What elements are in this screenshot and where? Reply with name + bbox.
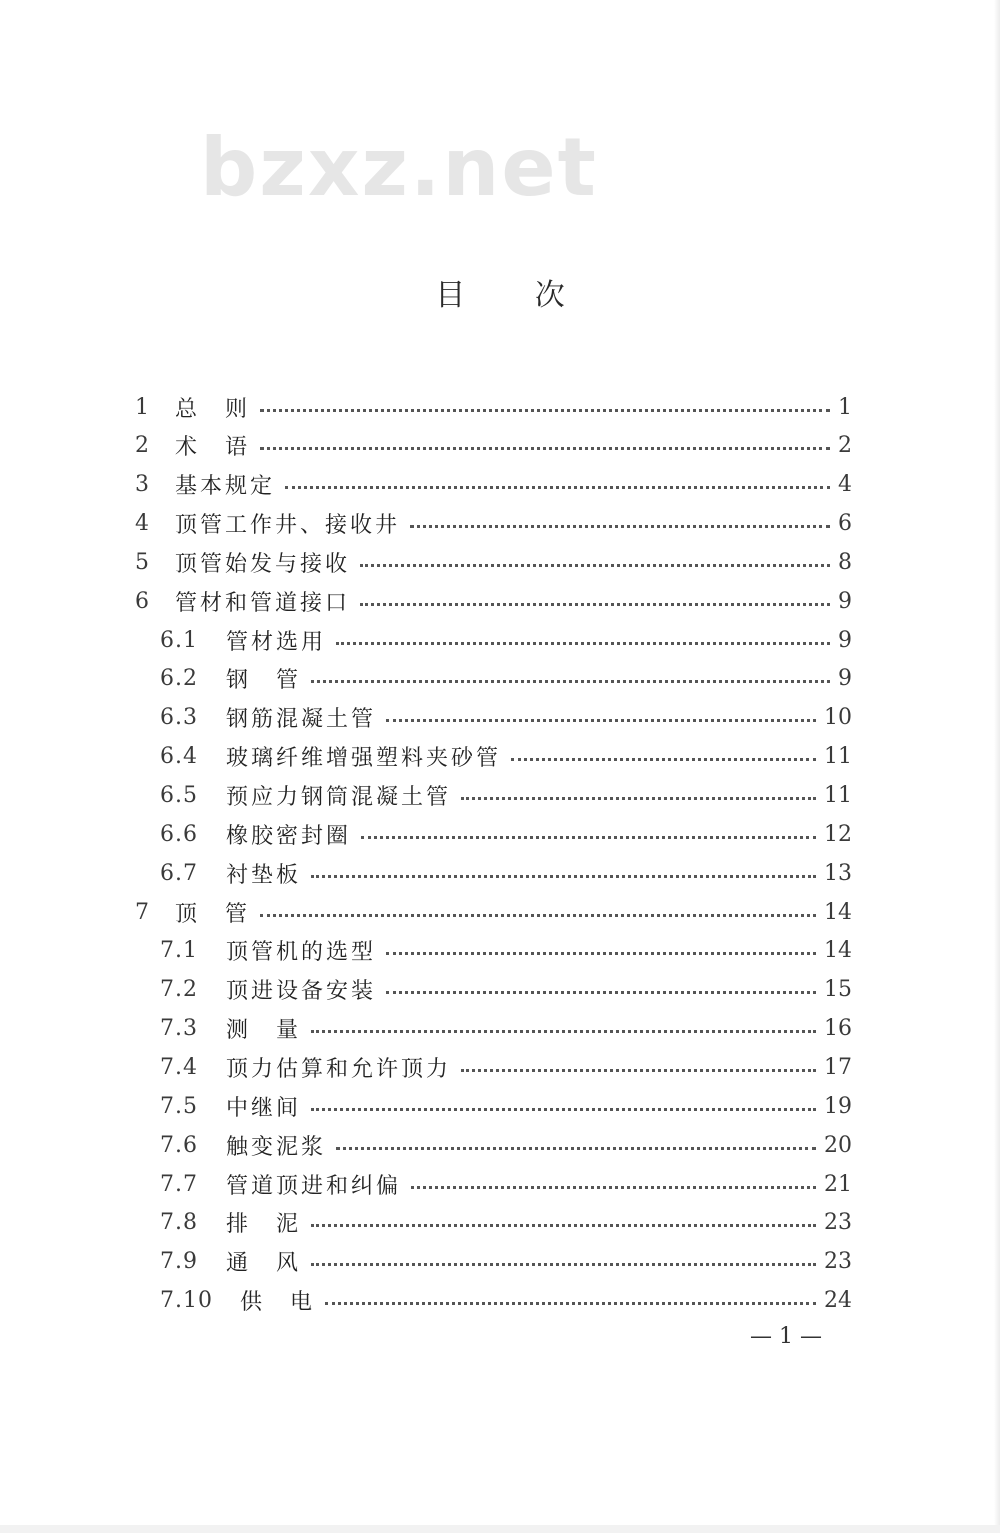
toc-entry-number: 5 — [135, 549, 150, 575]
toc-leader-dots — [336, 620, 830, 645]
toc-entry[interactable] — [135, 388, 852, 426]
toc-entry[interactable] — [160, 738, 852, 776]
toc-leader-dots — [386, 969, 816, 994]
toc-entry-number: 7.7 — [160, 1171, 198, 1197]
toc-leader-dots — [260, 892, 816, 917]
toc-entry[interactable] — [160, 1126, 852, 1164]
toc-entry-label: 顶 管 — [175, 901, 251, 927]
toc-entry-number: 7.4 — [160, 1054, 198, 1080]
toc-leader-dots — [311, 1008, 816, 1033]
toc-entry-label: 触变泥浆 — [226, 1134, 327, 1160]
toc-entry-label: 顶进设备安装 — [226, 979, 377, 1005]
toc-entry[interactable] — [160, 660, 852, 698]
toc-entry[interactable] — [160, 971, 852, 1009]
toc-entry-page: 11 — [824, 744, 852, 770]
toc-entry-label: 顶管工作井、接收井 — [175, 513, 401, 539]
toc-entry[interactable] — [160, 777, 852, 815]
toc-entry-label: 术 语 — [175, 435, 251, 461]
toc-entry-label: 测 量 — [226, 1018, 302, 1044]
toc-entry[interactable] — [135, 543, 852, 581]
toc-entry-label: 总 则 — [175, 396, 251, 422]
watermark-text: bzxz.net — [200, 121, 598, 214]
toc-entry-page: 23 — [824, 1249, 852, 1275]
toc-entry-label: 橡胶密封圈 — [226, 823, 352, 849]
toc-leader-dots — [511, 736, 816, 761]
toc-entry[interactable] — [160, 1087, 852, 1125]
toc-entry-page: 14 — [824, 938, 852, 964]
toc-entry-label: 通 风 — [226, 1251, 302, 1277]
toc-entry-page: 2 — [838, 433, 852, 459]
toc-entry-number: 7.10 — [160, 1288, 213, 1314]
toc-leader-dots — [411, 1164, 816, 1189]
toc-entry[interactable] — [135, 466, 852, 504]
toc-entry[interactable] — [160, 854, 852, 892]
toc-entry-label: 玻璃纤维增强塑料夹砂管 — [226, 746, 502, 772]
toc-leader-dots — [386, 697, 816, 722]
toc-entry-page: 1 — [838, 394, 852, 420]
page-number: — 1 — — [750, 1324, 822, 1349]
toc-leader-dots — [410, 503, 830, 528]
toc-entry-page: 19 — [824, 1093, 852, 1119]
toc-entry-number: 7.9 — [160, 1249, 198, 1275]
toc-leader-dots — [325, 1280, 816, 1305]
toc-entry-number: 6.4 — [160, 744, 198, 770]
toc-leader-dots — [311, 1086, 816, 1111]
toc-entry-number: 7.8 — [160, 1210, 198, 1236]
toc-leader-dots — [285, 464, 830, 489]
toc-leader-dots — [386, 930, 816, 955]
toc-entry-page: 12 — [824, 821, 852, 847]
toc-entry-page: 14 — [824, 899, 852, 925]
toc-entry-page: 13 — [824, 860, 852, 886]
toc-entry-number: 6.5 — [160, 783, 198, 808]
toc-entry-page: 20 — [824, 1132, 852, 1158]
toc-entry[interactable] — [160, 1204, 852, 1242]
toc-entry-page: 4 — [838, 472, 852, 498]
toc-leader-dots — [361, 814, 816, 839]
toc-entry[interactable] — [160, 1048, 852, 1086]
toc-leader-dots — [311, 658, 830, 683]
toc-leader-dots — [360, 581, 830, 606]
toc-leader-dots — [360, 542, 830, 567]
toc-leader-dots — [461, 1047, 816, 1072]
toc-entry-label: 衬垫板 — [226, 862, 302, 888]
toc-entry-page: 11 — [824, 783, 852, 808]
toc-entry-label: 钢筋混凝土管 — [226, 707, 377, 733]
toc-leader-dots — [311, 1202, 816, 1227]
toc-entry-number: 7.6 — [160, 1132, 198, 1158]
toc-entry-number: 6.2 — [160, 666, 198, 692]
toc-entry-label: 顶力估算和允许顶力 — [226, 1056, 452, 1082]
toc-entry[interactable] — [160, 1010, 852, 1048]
toc-entry-page: 17 — [824, 1054, 852, 1080]
toc-entry-label: 中继间 — [226, 1095, 302, 1121]
toc-entry[interactable] — [160, 699, 852, 737]
toc-entry-page: 15 — [824, 977, 852, 1003]
toc-entry-page: 21 — [824, 1171, 852, 1197]
toc-entry[interactable] — [160, 932, 852, 970]
toc-entry-page: 23 — [824, 1210, 852, 1236]
toc-entry-number: 6.3 — [160, 705, 198, 731]
toc-entry[interactable] — [160, 1243, 852, 1281]
toc-entry-number: 2 — [135, 433, 150, 459]
toc-entry-number: 7.3 — [160, 1016, 198, 1042]
toc-entry[interactable] — [160, 1282, 852, 1320]
toc-leader-dots — [260, 387, 830, 412]
toc-entry-label: 顶管始发与接收 — [175, 551, 351, 577]
toc-entry-page: 16 — [824, 1016, 852, 1042]
toc-leader-dots — [311, 1241, 816, 1266]
toc-entry[interactable] — [135, 505, 852, 543]
toc-entry-label: 供 电 — [240, 1290, 316, 1316]
toc-entry-page: 9 — [838, 666, 852, 692]
toc-entry-number: 1 — [135, 394, 150, 420]
toc-entry-page: 8 — [838, 549, 852, 575]
page-edge-shadow — [994, 0, 1000, 1533]
toc-entry-label: 管道顶进和纠偏 — [226, 1173, 402, 1199]
toc-entry-label: 顶管机的选型 — [226, 940, 377, 966]
toc-entry-page: 6 — [838, 511, 852, 537]
toc-entry-page: 24 — [824, 1288, 852, 1314]
toc-leader-dots — [260, 425, 830, 450]
toc-entry-number: 7 — [135, 899, 150, 925]
toc-entry[interactable] — [135, 893, 852, 931]
toc-leader-dots — [311, 853, 816, 878]
toc-leader-dots — [336, 1125, 816, 1150]
toc-entry-page: 10 — [824, 705, 852, 731]
toc-entry-label: 钢 管 — [226, 668, 302, 694]
toc-entry-label: 排 泥 — [226, 1212, 302, 1238]
toc-entry-number: 7.1 — [160, 938, 198, 964]
toc-entry-number: 6 — [135, 588, 150, 614]
toc-entry-number: 6.1 — [160, 627, 198, 653]
toc-entry-label: 预应力钢筒混凝土管 — [226, 785, 452, 810]
toc-entry-label: 管材选用 — [226, 629, 327, 655]
toc-entry-label: 管材和管道接口 — [175, 590, 351, 616]
toc-entry-label: 基本规定 — [175, 474, 276, 500]
toc-entry-number: 7.5 — [160, 1093, 198, 1119]
toc-entry-page: 9 — [838, 588, 852, 614]
toc-entry-number: 7.2 — [160, 977, 198, 1003]
toc-entry[interactable] — [135, 427, 852, 465]
page-title: 目 次 — [435, 278, 595, 313]
toc-leader-dots — [461, 775, 816, 800]
toc-entry-number: 4 — [135, 511, 150, 537]
toc-entry-number: 6.6 — [160, 821, 198, 847]
toc-entry-number: 3 — [135, 472, 150, 498]
toc-entry[interactable] — [160, 1165, 852, 1203]
toc-entry[interactable] — [135, 582, 852, 620]
page-bottom-edge — [0, 1525, 1000, 1533]
toc-entry-number: 6.7 — [160, 860, 198, 886]
toc-entry-page: 9 — [838, 627, 852, 653]
toc-entry[interactable] — [160, 815, 852, 853]
toc-entry[interactable] — [160, 621, 852, 659]
